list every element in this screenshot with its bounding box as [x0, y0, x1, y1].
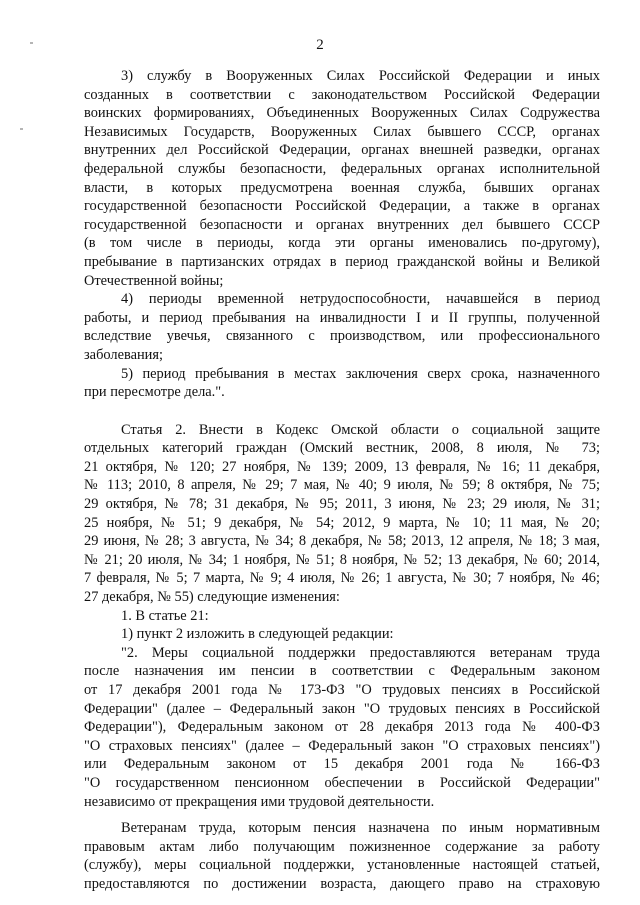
text-line: 21 октября, № 120; 27 ноября, № 139; 2009, 13 февраля, № 16; 11 декабря,	[84, 458, 600, 475]
text-line: 1. В статье 21:	[121, 607, 209, 624]
text-line: № 113; 2010, 8 апреля, № 29; 7 мая, № 40; 9 июля, № 59; 8 октября, № 75;	[84, 477, 600, 494]
text-line: при пересмотре дела.".	[84, 384, 225, 401]
text-line: предоставляются по достижении возраста, дающего право на страховую	[84, 875, 600, 892]
text-line: 4) периоды временной нетрудоспособности, начавшейся в период	[121, 291, 600, 308]
text-line: 5) период пребывания в местах заключения сверх срока, назначенного	[121, 365, 600, 382]
text-line: Федерации" (далее – Федеральный закон "О трудовых пенсиях в Российской	[84, 700, 600, 717]
text-line: или Федеральным законом от 15 декабря 2001 года № 166-ФЗ	[84, 756, 600, 773]
scan-mark	[30, 42, 33, 44]
labor-veterans-paragraph	[84, 819, 600, 893]
text-line: воинских формированиях, Объединенных Вооруженных Силах Содружества	[84, 105, 600, 122]
text-line: 29 июня, № 28; 3 августа, № 34; 8 декабря, № 58; 2013, 12 апреля, № 18; 3 мая,	[84, 533, 600, 550]
text-line: Независимых Государств, Вооруженных Силах бывшего СССР, органах	[84, 123, 600, 140]
paragraph-item-4	[84, 290, 600, 364]
text-line: заболевания;	[84, 346, 163, 363]
scan-mark	[20, 128, 23, 130]
paragraph-gap	[84, 811, 600, 819]
text-line: 25 ноября, № 51; 9 декабря, № 54; 2012, 9 марта, № 10; 11 мая, № 20;	[84, 514, 600, 531]
text-line: созданных в соответствии с законодательством Российской Федерации	[84, 86, 600, 103]
text-line: пребывание в партизанских отрядах в период гражданской войны и Великой	[84, 253, 600, 270]
section-item-1	[84, 607, 600, 626]
text-line: (в том числе в периоды, когда эти органы именовались по-другому),	[84, 235, 600, 252]
text-line: 29 октября, № 78; 31 декабря, № 95; 2011, 3 июня, № 23; 29 июля, № 31;	[84, 496, 600, 513]
page-number: 2	[316, 37, 324, 53]
paragraph-item-5	[84, 365, 600, 402]
text-line: Отечественной войны;	[84, 272, 224, 289]
text-line: независимо от прекращения ими трудовой деятельности.	[84, 793, 435, 810]
text-line: № 21; 20 июля, № 34; 1 ноября, № 51; 8 ноября, № 52; 13 декабря, № 60; 2014,	[84, 551, 600, 568]
text-line: работы, и период пребывания на инвалидности I и II группы, полученной	[84, 309, 600, 326]
text-line: правовым актам либо получающим пожизненное содержание за работу	[84, 838, 600, 855]
text-line: "2. Меры социальной поддержки предоставляются ветеранам труда	[121, 644, 600, 661]
paragraph-gap	[84, 402, 600, 421]
text-line: после назначения им пенсии в соответствии с Федеральным законом	[84, 663, 600, 680]
text-line: отдельных категорий граждан (Омский вестник, 2008, 8 июля, № 73;	[84, 440, 600, 457]
text-line: (службу), меры социальной поддержки, установленные настоящей статьей,	[84, 857, 600, 874]
text-line: 3) службу в Вооруженных Силах Российской Федерации и иных	[121, 68, 600, 84]
paragraph-item-3	[84, 67, 600, 290]
text-line: Федерации"), Федеральным законом от 28 декабря 2013 года № 400-ФЗ	[84, 719, 600, 736]
text-line: государственной безопасности и органах внутренних дел бывшего СССР	[84, 216, 600, 233]
article-2-paragraph	[84, 421, 600, 607]
text-line: Ветеранам труда, которым пенсия назначена по иным нормативным	[121, 820, 600, 837]
text-line: власти, в которых предусмотрена военная служба, бывших органах	[84, 179, 600, 196]
text-line: от 17 декабря 2001 года № 173-ФЗ "О трудовых пенсиях в Российской	[84, 682, 600, 698]
subsection-item-1	[84, 625, 600, 644]
text-line: 7 февраля, № 5; 7 марта, № 9; 4 июля, № 26; 1 августа, № 30; 7 ноября, № 46;	[84, 570, 600, 587]
text-line: "О государственном пенсионном обеспечении в Российской Федерации"	[84, 774, 600, 791]
text-line: федеральной службы безопасности, федеральных органах исполнительной	[84, 160, 600, 177]
text-line: 27 декабря, № 55) следующие изменения:	[84, 589, 340, 606]
document-body	[84, 67, 600, 894]
text-line: вследствие увечья, связанного с производством, или профессионального	[84, 328, 600, 345]
text-line: государственной безопасности Российской Федерации, а также в органах	[84, 198, 600, 215]
text-line: "О страховых пенсиях" (далее – Федеральный закон "О страховых пенсиях")	[84, 737, 600, 754]
text-line: Статья 2. Внести в Кодекс Омской области о социальной защите	[121, 421, 600, 438]
quoted-clause-2	[84, 644, 600, 811]
text-line: 1) пункт 2 изложить в следующей редакции:	[121, 626, 394, 643]
text-line: внутренних дел Российской Федерации, органах внешней разведки, органах	[84, 142, 600, 159]
